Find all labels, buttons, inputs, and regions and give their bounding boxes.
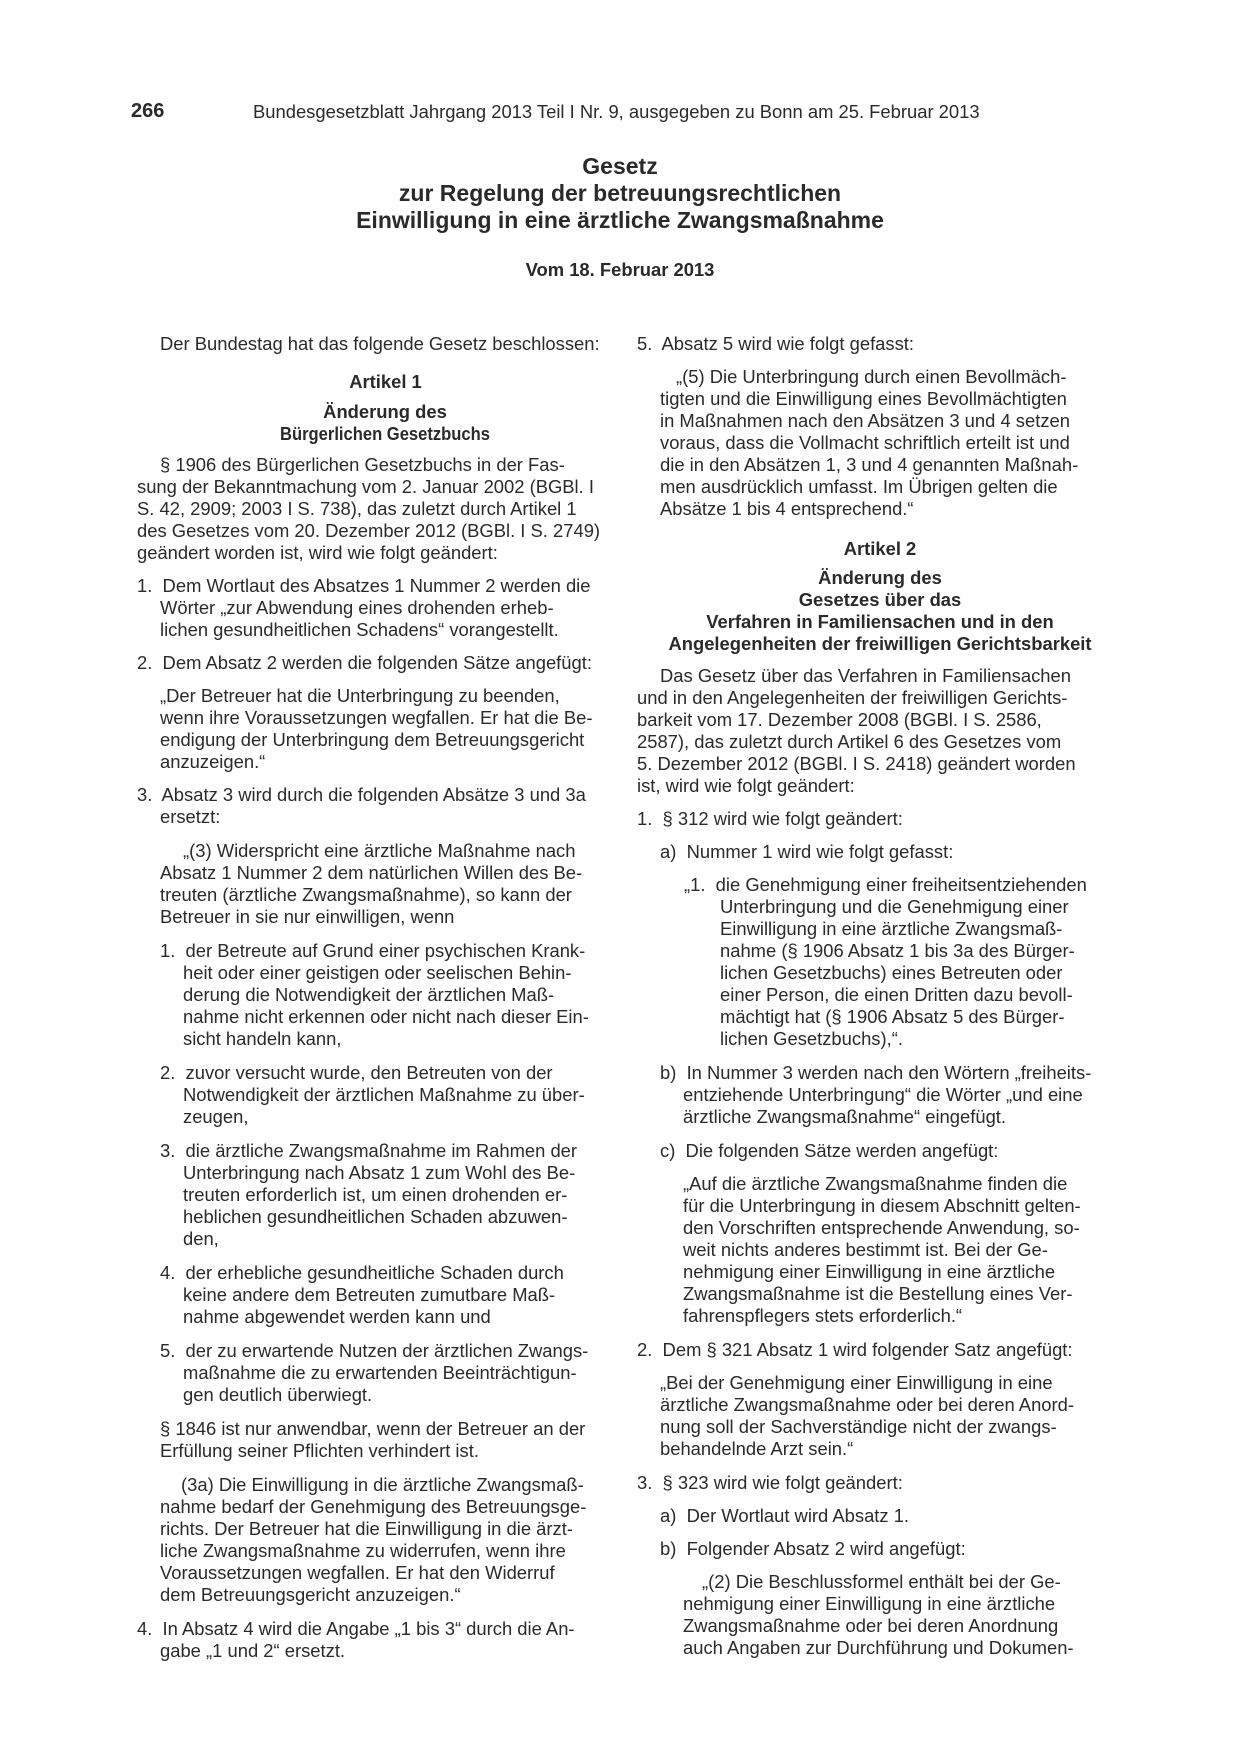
right-line-50: nehmigung einer Einwilligung in eine ärztliche [683,1593,1056,1614]
right-line-8: Absätze 1 bis 4 entsprechend.“ [660,498,914,519]
right-line-40: fahrenspflegers stets erforderlich.“ [683,1305,963,1326]
left-line-33: Unterbringung nach Absatz 1 zum Wohl des Be- [183,1162,576,1183]
left-line-11: Wörter „zur Abwendung eines drohenden erheb- [160,597,554,618]
left-line-49: Voraussetzungen wegfallen. Er hat den Widerruf [160,1562,555,1583]
right-line-29: lichen Gesetzbuchs),“. [720,1028,903,1049]
title-line-3: Einwilligung in eine ärztliche Zwangsmaßnahme [356,207,884,233]
left-line-6: sung der Bekanntmachung vom 2. Januar 2002 (BGBl. I [137,476,594,497]
right-line-25: nahme (§ 1906 Absatz 1 bis 3a des Bürger- [720,940,1075,961]
left-line-23: Betreuer in sie nur einwilligen, wenn [160,906,455,927]
right-line-20: 1. § 312 wird wie folgt geändert: [637,808,903,829]
left-line-34: treuten erforderlich ist, um einen drohenden er- [183,1184,568,1205]
right-line-44: nung soll der Sachverständige nicht der zwangs- [660,1416,1057,1437]
left-line-32: 3. die ärztliche Zwangsmaßnahme im Rahmen der [160,1140,578,1161]
left-line-12: lichen gesundheitlichen Schadens“ vorangestellt. [160,619,559,640]
title-line-1: Gesetz [582,153,658,179]
right-line-21: a) Nummer 1 wird wie folgt gefasst: [660,841,954,862]
left-line-19: ersetzt: [160,806,221,827]
left-line-9: geändert worden ist, wird wie folgt geändert: [137,542,498,563]
right-line-39: Zwangsmaßnahme ist die Bestellung eines Ver- [683,1283,1073,1304]
right-line-26: lichen Gesetzbuchs) eines Betreuten oder [720,962,1063,983]
right-line-43: ärztliche Zwangsmaßnahme oder bei deren Anord- [660,1394,1075,1415]
left-line-29: 2. zuvor versucht wurde, den Betreuten von der [160,1062,553,1083]
right-line-12: Verfahren in Familiensachen und in den [706,611,1054,632]
running-head: Bundesgesetzblatt Jahrgang 2013 Teil I Nr. 9, ausgegeben zu Bonn am 25. Februar 2013 [253,101,980,122]
left-line-16: endigung der Unterbringung dem Betreuungsgericht [160,729,585,750]
left-line-41: maßnahme die zu erwartenden Beeinträchtigun- [183,1362,577,1383]
left-line-4: Bürgerlichen Gesetzbuchs [280,423,490,444]
left-line-35: heblichen gesundheitlichen Schaden abzuwen- [183,1206,568,1227]
right-line-52: auch Angaben zur Durchführung und Dokumen- [683,1637,1074,1658]
left-line-7: S. 42, 2909; 2003 I S. 738), das zuletzt durch Artikel 1 [137,498,577,519]
left-line-36: den, [183,1228,219,1249]
right-line-7: men ausdrücklich umfasst. Im Übrigen gelten die [660,476,1058,497]
left-line-20: „(3) Widerspricht eine ärztliche Maßnahme nach [183,840,576,861]
left-line-21: Absatz 1 Nummer 2 dem natürlichen Willen des Be- [160,862,583,883]
right-line-49: „(2) Die Beschlussformel enthält bei der Ge- [702,1571,1061,1592]
right-line-32: ärztliche Zwangsmaßnahme“ eingefügt. [683,1106,1007,1127]
right-line-41: 2. Dem § 321 Absatz 1 wird folgender Satz angefügt: [637,1339,1073,1360]
left-line-5: § 1906 des Bürgerlichen Gesetzbuchs in der Fas- [160,454,565,475]
left-line-26: derung die Notwendigkeit der ärztlichen Maß- [183,984,555,1005]
left-line-52: gabe „1 und 2“ ersetzt. [160,1640,346,1661]
right-line-3: tigten und die Einwilligung eines Bevollmächtigten [660,388,1067,409]
left-line-45: (3a) Die Einwilligung in die ärztliche Zwangsmaß- [181,1474,584,1495]
right-line-9: Artikel 2 [843,538,917,559]
left-line-51: 4. In Absatz 4 wird die Angabe „1 bis 3“ durch die An- [137,1618,575,1639]
right-line-6: die in den Absätzen 1, 3 und 4 genannten Maßnah- [660,454,1079,475]
left-line-18: 3. Absatz 3 wird durch die folgenden Absätze 3 und 3a [137,784,586,805]
right-line-11: Gesetzes über das [798,589,962,610]
left-line-24: 1. der Betreute auf Grund einer psychischen Krank- [160,940,586,961]
title-line-2: zur Regelung der betreuungsrechtlichen [398,180,842,206]
left-line-2: Artikel 1 [349,371,422,392]
right-line-15: und in den Angelegenheiten der freiwilligen Gerichts- [637,687,1068,708]
right-line-17: 2587), das zuletzt durch Artikel 6 des Gesetzes vom [637,731,1062,752]
right-line-37: weit nichts anderes bestimmt ist. Bei der Ge- [683,1239,1048,1260]
right-line-2: „(5) Die Unterbringung durch einen Bevollmäch- [676,366,1067,387]
right-line-5: voraus, dass die Vollmacht schriftlich erteilt ist und [660,432,1070,453]
right-line-30: b) In Nummer 3 werden nach den Wörtern „freiheits- [660,1062,1092,1083]
right-line-13: Angelegenheiten der freiwilligen Gerichtsbarkeit [668,633,1092,654]
right-line-35: für die Unterbringung in diesem Abschnitt gelten- [683,1195,1081,1216]
page-number: 266 [131,100,165,122]
left-line-22: treuten (ärztliche Zwangsmaßnahme), so kann der [160,884,572,905]
left-line-38: keine andere dem Betreuten zumutbare Maß- [183,1284,556,1305]
left-line-37: 4. der erhebliche gesundheitliche Schaden durch [160,1262,564,1283]
left-line-44: Erfüllung seiner Pflichten verhindert ist. [160,1440,479,1461]
right-line-51: Zwangsmaßnahme oder bei deren Anordnung [683,1615,1059,1636]
right-line-18: 5. Dezember 2012 (BGBl. I S. 2418) geändert worden [637,753,1076,774]
right-line-24: Einwilligung in eine ärztliche Zwangsmaß- [720,918,1063,939]
left-line-42: gen deutlich überwiegt. [183,1384,373,1405]
left-line-8: des Gesetzes vom 20. Dezember 2012 (BGBl. I S. 2749) [137,520,601,541]
right-line-46: 3. § 323 wird wie folgt geändert: [637,1472,903,1493]
left-line-1: Der Bundestag hat das folgende Gesetz beschlossen: [160,333,600,354]
left-line-47: richts. Der Betreuer hat die Einwilligung in die ärzt- [160,1518,573,1539]
right-line-31: entziehende Unterbringung“ die Wörter „und eine [683,1084,1083,1105]
left-line-40: 5. der zu erwartende Nutzen der ärztlichen Zwangs- [160,1340,589,1361]
law-date: Vom 18. Februar 2013 [525,259,715,280]
left-line-46: nahme bedarf der Genehmigung des Betreuungsge- [160,1496,587,1517]
right-line-4: in Maßnahmen nach den Absätzen 3 und 4 setzen [660,410,1070,431]
right-line-28: mächtigt hat (§ 1906 Absatz 5 des Bürger- [720,1006,1065,1027]
left-line-17: anzuzeigen.“ [160,751,266,772]
right-line-38: nehmigung einer Einwilligung in eine ärztliche [683,1261,1056,1282]
left-line-50: dem Betreuungsgericht anzuzeigen.“ [160,1584,461,1605]
right-line-27: einer Person, die einen Dritten dazu bevoll- [720,984,1073,1005]
right-line-10: Änderung des [818,567,942,588]
left-line-48: liche Zwangsmaßnahme zu widerrufen, wenn ihre [160,1540,566,1561]
right-line-23: Unterbringung und die Genehmigung einer [720,896,1069,917]
right-line-19: ist, wird wie folgt geändert: [637,775,855,796]
left-line-10: 1. Dem Wortlaut des Absatzes 1 Nummer 2 werden die [137,575,591,596]
right-line-34: „Auf die ärztliche Zwangsmaßnahme finden die [683,1173,1068,1194]
right-line-36: den Vorschriften entsprechende Anwendung, so- [683,1217,1080,1238]
left-line-25: heit oder einer geistigen oder seelischen Behin- [183,962,572,983]
right-line-48: b) Folgender Absatz 2 wird angefügt: [660,1538,966,1559]
right-line-45: behandelnde Arzt sein.“ [660,1438,854,1459]
left-line-27: nahme nicht erkennen oder nicht nach dieser Ein- [183,1006,589,1027]
left-line-43: § 1846 ist nur anwendbar, wenn der Betreuer an der [160,1418,586,1439]
left-line-13: 2. Dem Absatz 2 werden die folgenden Sätze angefügt: [137,652,592,673]
left-line-30: Notwendigkeit der ärztlichen Maßnahme zu über- [183,1084,585,1105]
right-line-47: a) Der Wortlaut wird Absatz 1. [660,1505,910,1526]
right-line-22: „1. die Genehmigung einer freiheitsentziehenden [684,874,1087,895]
left-line-28: sicht handeln kann, [183,1028,342,1049]
left-line-3: Änderung des [323,401,447,422]
right-line-42: „Bei der Genehmigung einer Einwilligung in eine [660,1372,1053,1393]
left-line-31: zeugen, [183,1106,249,1127]
right-line-33: c) Die folgenden Sätze werden angefügt: [660,1140,999,1161]
left-line-15: wenn ihre Voraussetzungen wegfallen. Er hat die Be- [160,707,593,728]
right-line-1: 5. Absatz 5 wird wie folgt gefasst: [637,333,915,354]
right-line-16: barkeit vom 17. Dezember 2008 (BGBl. I S. 2586, [637,709,1042,730]
left-line-14: „Der Betreuer hat die Unterbringung zu beenden, [160,685,560,706]
left-line-39: nahme abgewendet werden kann und [183,1306,491,1327]
right-line-14: Das Gesetz über das Verfahren in Familiensachen [660,665,1071,686]
